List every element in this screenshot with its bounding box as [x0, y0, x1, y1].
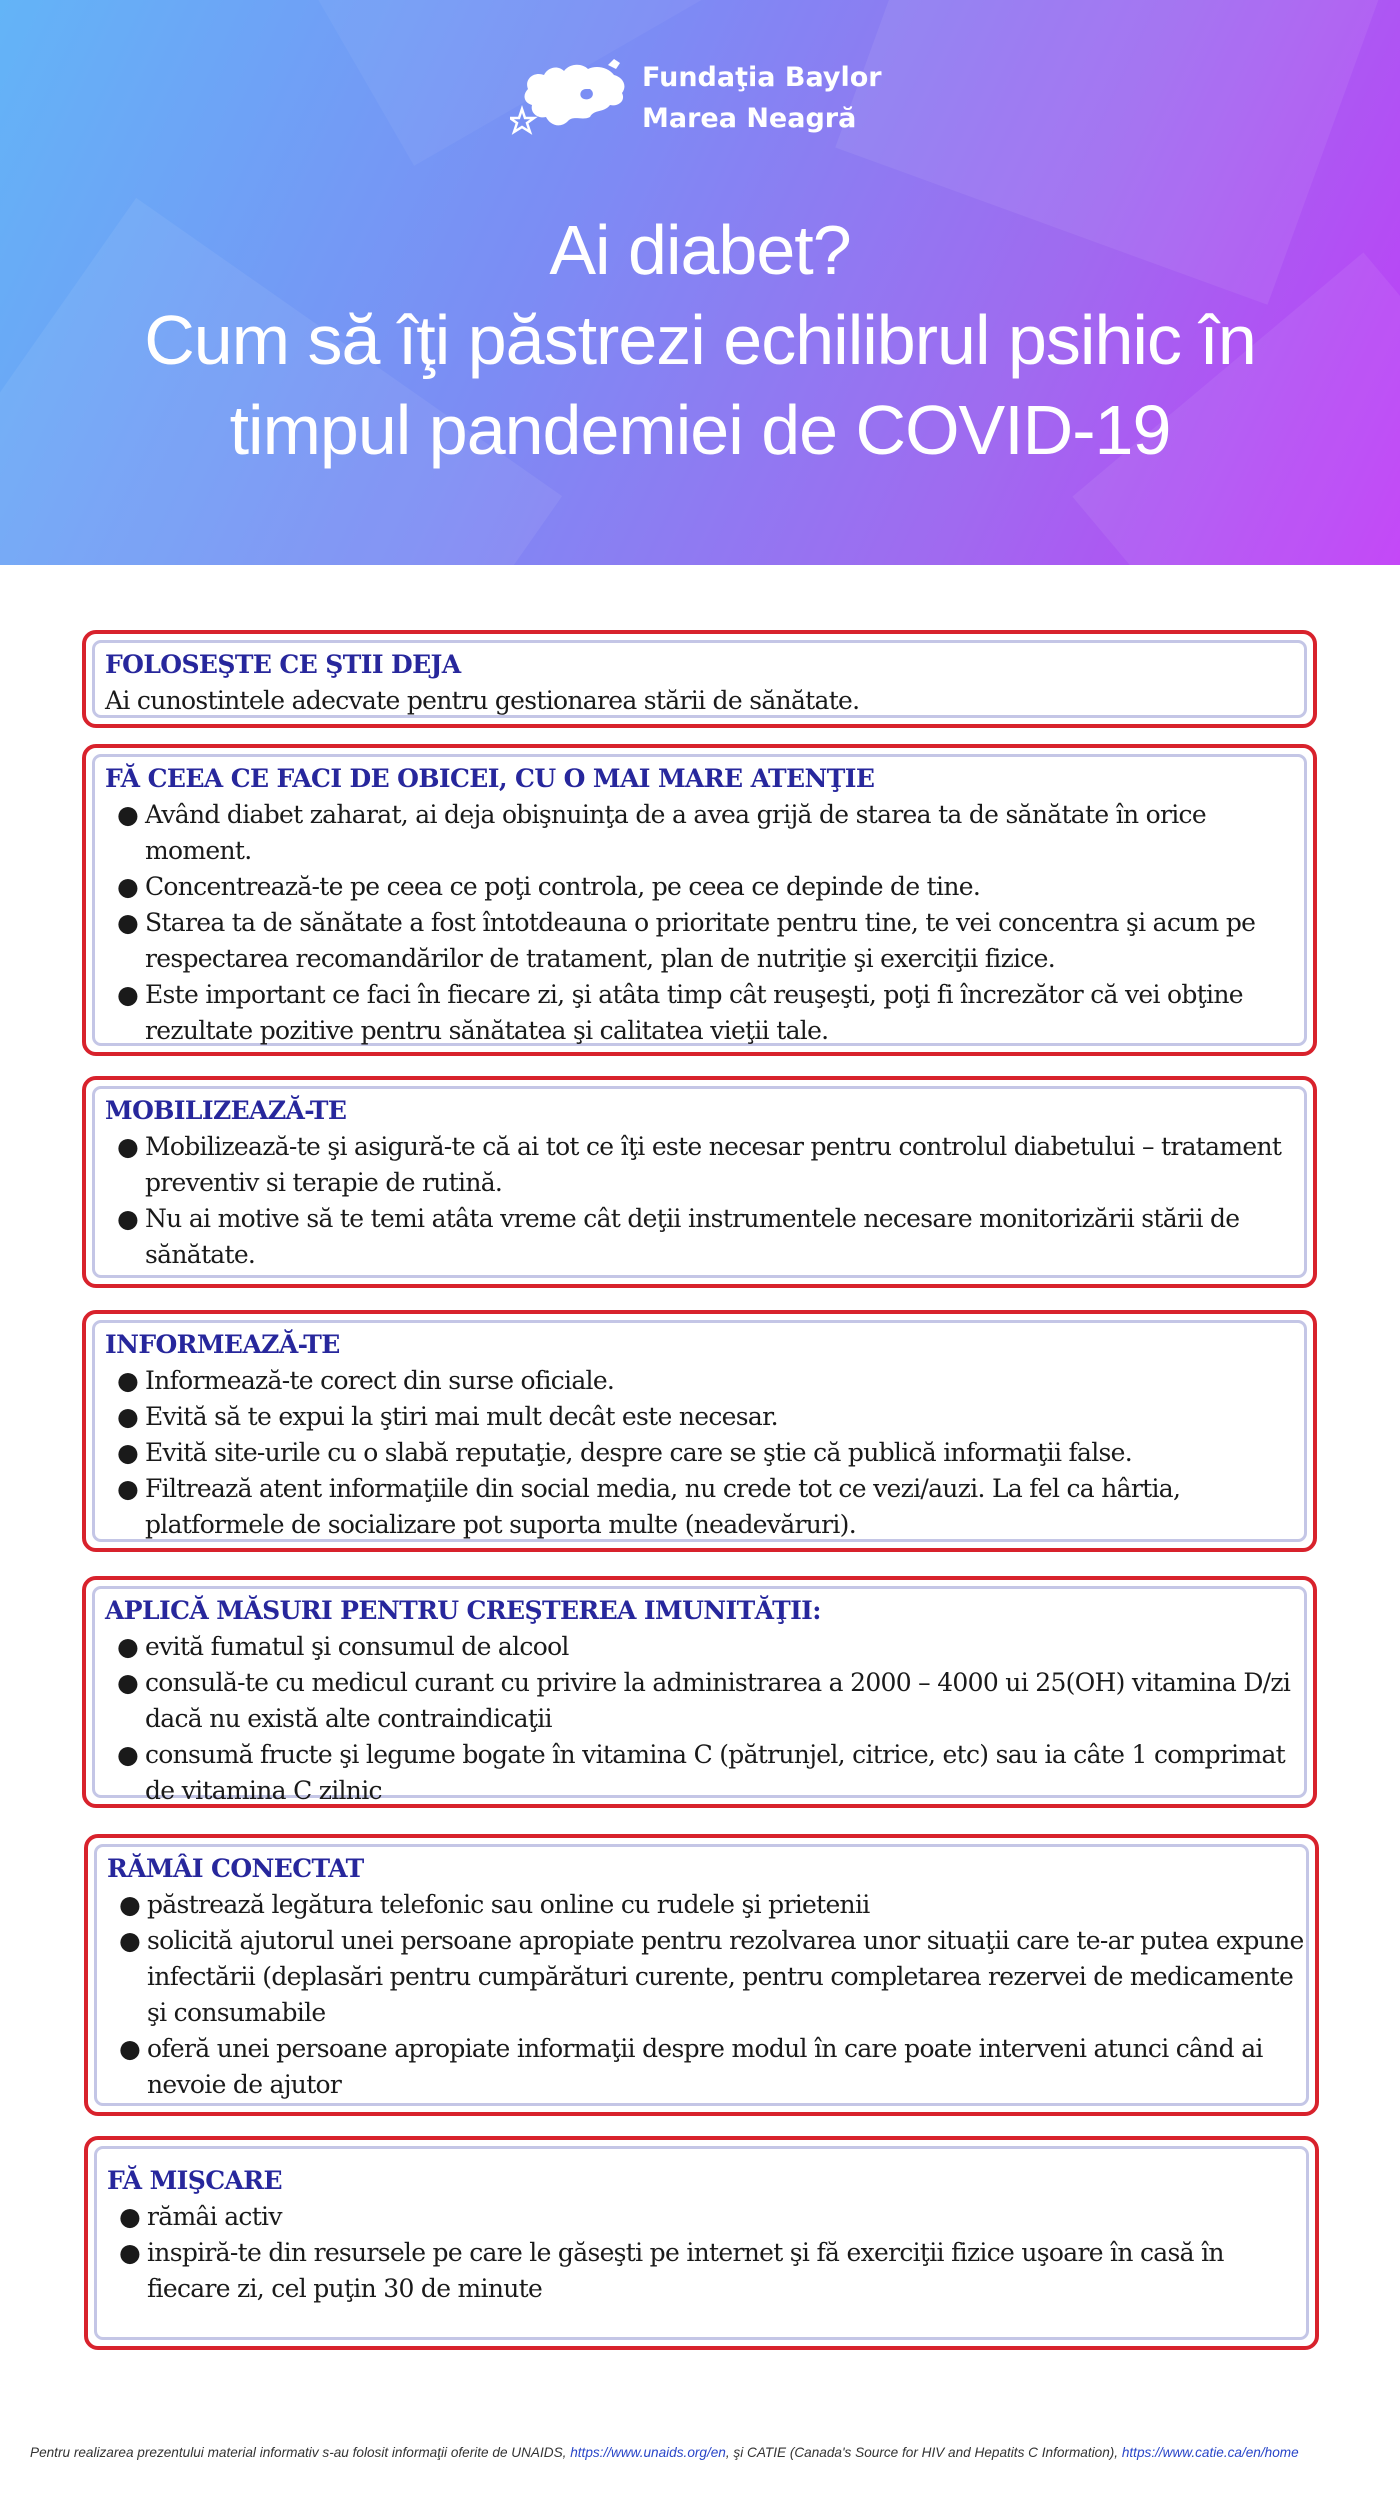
bullet-list: [105, 1629, 1304, 1809]
bullet-list: [105, 797, 1304, 1049]
logo-line-1: Fundaţia Baylor: [642, 62, 882, 93]
list-item: ● Filtrează atent informaţiile din social media, nu crede tot ce vezi/auzi. La fel ca hârtia, platformele de socializare pot suporta multe (neadevăruri).: [105, 1471, 1304, 1543]
bullet-icon: ●: [117, 1402, 139, 1431]
bullet-list: [107, 1887, 1306, 2103]
bullet-icon: ●: [119, 2034, 141, 2063]
title-line-1: Ai diabet?: [549, 211, 851, 289]
list-item: ● Evită site-urile cu o slabă reputaţie, despre care se ştie că publică informaţii false.: [105, 1435, 1304, 1471]
footer-text: , şi CATIE (Canada's Source for HIV and Hepatits C Information),: [725, 2445, 1122, 2460]
bullet-icon: ●: [117, 1668, 139, 1697]
bullet-icon: ●: [117, 908, 139, 937]
footer-sources: [30, 2445, 1390, 2460]
bullet-icon: ●: [117, 1632, 139, 1661]
bullet-icon: ●: [117, 800, 139, 829]
list-item: ● evită fumatul şi consumul de alcool: [105, 1629, 1304, 1665]
title-line-3: timpul pandemiei de COVID-19: [229, 391, 1171, 469]
section-card-knowledge: [82, 630, 1317, 728]
header-banner: [0, 0, 1400, 565]
page-title: [0, 205, 1400, 475]
section-heading: RĂMÂI CONECTAT: [107, 1854, 364, 1883]
logo: [510, 55, 890, 155]
list-item: ● Având diabet zaharat, ai deja obişnuinţa de a avea grijă de starea ta de sănătate în orice moment.: [105, 797, 1304, 869]
section-card-connected: [84, 1834, 1319, 2116]
list-item: ● Mobilizează-te şi asigură-te că ai tot ce îţi este necesar pentru controlul diabetului – tratament preventiv si terapie de rutină.: [105, 1129, 1304, 1201]
title-line-2: Cum să îţi păstrezi echilibrul psihic în: [144, 301, 1256, 379]
list-item: ● inspiră-te din resursele pe care le găseşti pe internet şi fă exerciţii fizice uşoare în casă în fiecare zi, cel puţin 30 de minute: [107, 2235, 1306, 2307]
section-heading: FĂ CEEA CE FACI DE OBICEI, CU O MAI MARE ATENŢIE: [105, 764, 875, 793]
bullet-icon: ●: [119, 2202, 141, 2231]
bullet-icon: ●: [117, 1132, 139, 1161]
list-item: ● consumă fructe şi legume bogate în vitamina C (pătrunjel, citrice, etc) sau ia câte 1 comprimat de vitamina C zilnic: [105, 1737, 1304, 1809]
list-item: ● Informează-te corect din surse oficiale.: [105, 1363, 1304, 1399]
section-card-mobilize: [82, 1076, 1317, 1288]
list-item: ● Evită să te expui la ştiri mai mult decât este necesar.: [105, 1399, 1304, 1435]
list-item: ● Este important ce faci în fiecare zi, şi atâta timp cât reuşeşti, poţi fi încrezător că vei obţine rezultate pozitive pentru sănătatea şi calitatea vieţii tale.: [105, 977, 1304, 1049]
list-item: ● oferă unei persoane apropiate informaţii despre modul în care poate interveni atunci când ai nevoie de ajutor: [107, 2031, 1306, 2103]
list-item: ● consulă-te cu medicul curant cu privire la administrarea a 2000 – 4000 ui 25(OH) vitamina D/zi dacă nu există alte contraindicaţii: [105, 1665, 1304, 1737]
section-heading: APLICĂ MĂSURI PENTRU CREŞTEREA IMUNITĂŢII:: [105, 1596, 821, 1625]
list-item: ● rămâi activ: [107, 2199, 1306, 2235]
list-item: ● Nu ai motive să te temi atâta vreme cât deţii instrumentele necesare monitorizării stării de sănătate.: [105, 1201, 1304, 1273]
bullet-icon: ●: [119, 2238, 141, 2267]
list-item: ● păstrează legătura telefonic sau online cu rudele şi prietenii: [107, 1887, 1306, 1923]
bullet-icon: ●: [117, 1438, 139, 1467]
bullet-list: [107, 2199, 1306, 2307]
catie-link[interactable]: https://www.catie.ca/en/home: [1121, 2445, 1299, 2460]
section-text: Ai cunostintele adecvate pentru gestionarea stării de sănătate.: [105, 686, 860, 715]
black-sea-map-icon: [510, 59, 632, 145]
bullet-icon: ●: [119, 1890, 141, 1919]
bullet-icon: ●: [117, 980, 139, 1009]
bullet-icon: ●: [117, 1366, 139, 1395]
footer-text: Pentru realizarea prezentului material informativ s-au folosit informaţii oferite de UNAIDS,: [30, 2445, 571, 2460]
section-card-routine: [82, 744, 1317, 1056]
bullet-list: [105, 1363, 1304, 1543]
section-card-exercise: [84, 2136, 1319, 2350]
unaids-link[interactable]: https://www.unaids.org/en: [570, 2445, 726, 2460]
section-heading: FĂ MIŞCARE: [107, 2166, 282, 2195]
bullet-icon: ●: [117, 1740, 139, 1769]
list-item: ● solicită ajutorul unei persoane apropiate pentru rezolvarea unor situaţii care te-ar putea expune infectării (deplasări pentru cumpărături curente, pentru completarea rezervei de medicamente şi consumabile: [107, 1923, 1306, 2031]
bullet-list: [105, 1129, 1304, 1273]
list-item: ● Concentrează-te pe ceea ce poţi controla, pe ceea ce depinde de tine.: [105, 869, 1304, 905]
section-heading: INFORMEAZĂ-TE: [105, 1330, 340, 1359]
bullet-icon: ●: [117, 1474, 139, 1503]
section-heading: MOBILIZEAZĂ-TE: [105, 1096, 347, 1125]
logo-line-2: Marea Neagră: [642, 103, 857, 134]
bullet-icon: ●: [117, 872, 139, 901]
section-card-immunity: [82, 1576, 1317, 1808]
bullet-icon: ●: [119, 1926, 141, 1955]
section-card-inform: [82, 1310, 1317, 1552]
section-heading: FOLOSEŞTE CE ŞTII DEJA: [105, 650, 461, 679]
list-item: ● Starea ta de sănătate a fost întotdeauna o prioritate pentru tine, te vei concentra şi acum pe respectarea recomandărilor de tratament, plan de nutriţie şi exerciţii fizice.: [105, 905, 1304, 977]
bullet-icon: ●: [117, 1204, 139, 1233]
